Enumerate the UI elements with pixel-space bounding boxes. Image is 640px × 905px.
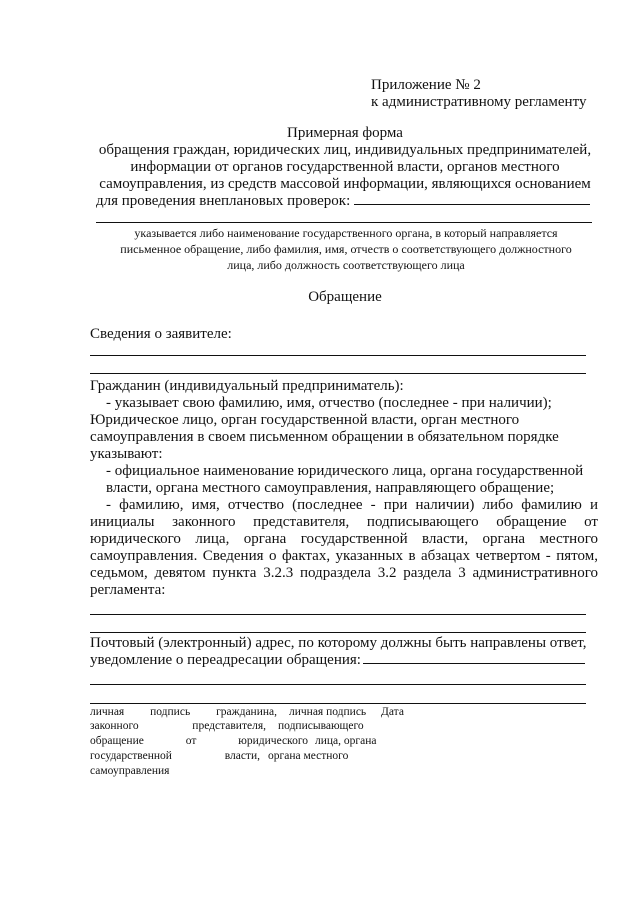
form-title-line-5 <box>96 192 590 210</box>
recipient-note-line-3: лица, либо должность соответствующего лица <box>227 258 465 272</box>
signature-caption-mid-3: лица, органа <box>315 735 377 747</box>
applicant-line-1 <box>90 355 586 356</box>
address-line-4 <box>90 703 586 704</box>
form-title-line-2: обращения граждан, юридических лиц, индивидуальных предпринимателей, <box>98 142 592 158</box>
form-title-line-3: информации от органов государственной власти, органов местного <box>130 159 560 175</box>
body-line-11: самоуправления. Сведения о фактах, указанных в абзацах четвертом - пятом, <box>90 548 598 564</box>
address-label: уведомление о переадресации обращения: <box>90 652 361 668</box>
recipient-line <box>96 222 592 223</box>
form-title: Примерная форма <box>287 125 403 141</box>
body-line-9: инициалы законного представителя, подписывающего обращение от <box>90 514 598 530</box>
applicant-line-2 <box>90 373 586 374</box>
inspection-blank <box>354 192 590 205</box>
body-line-4: самоуправления в своем письменном обращении в обязательном порядке <box>90 429 559 445</box>
address-line-3 <box>90 684 586 685</box>
body-line-6: - официальное наименование юридического лица, органа государственной <box>106 463 584 479</box>
signature-caption-line-1: личная подпись гражданина, <box>90 706 277 718</box>
signature-caption-line-2: законного представителя, <box>90 720 266 732</box>
body-line-13: регламента: <box>90 582 166 598</box>
recipient-note-line-2: письменное обращение, либо фамилия, имя, отчеств о соответствующего должностного <box>120 242 572 256</box>
body-line-8: - фамилию, имя, отчество (последнее - при наличии) либо фамилию и <box>106 497 598 513</box>
body-line-1: Гражданин (индивидуальный предприниматель): <box>90 378 404 394</box>
body-line-5: указывают: <box>90 446 163 462</box>
signature-caption-line-4: государственной власти, <box>90 750 260 762</box>
body-line-3: Юридическое лицо, орган государственной власти, орган местного <box>90 412 520 428</box>
body-line-2: - указывает свою фамилию, имя, отчество (последнее - при наличии); <box>106 395 552 411</box>
signature-caption-line-5: самоуправления <box>90 765 170 777</box>
appeal-heading: Обращение <box>308 289 382 305</box>
signature-caption-line-3: обращение от юридического <box>90 735 308 747</box>
form-title-line-5-text: для проведения внеплановых проверок: <box>96 193 351 209</box>
signature-caption-mid-4: органа местного <box>268 750 349 762</box>
body-line-12: седьмом, девятом пункта 3.2.3 подраздела 3.2 раздела 3 административного <box>90 565 598 581</box>
recipient-note: указывается либо наименование государственного органа, в который направляется <box>134 226 558 240</box>
facts-line-2 <box>90 632 586 633</box>
signature-date-label: Дата <box>381 706 404 718</box>
appendix-number: Приложение № 2 <box>371 77 481 93</box>
body-line-7: власти, органа местного самоуправления, направляющего обращение; <box>106 480 555 496</box>
facts-line-1 <box>90 614 586 615</box>
form-title-line-4: самоуправления, из средств массовой информации, являющихся основанием <box>99 176 591 192</box>
address-blank <box>363 651 585 664</box>
address-line-1: Почтовый (электронный) адрес, по которому должны быть направлены ответ, <box>90 635 587 651</box>
body-line-10: юридического лица, органа государственной власти, органа местного <box>90 531 598 547</box>
address-line-2 <box>90 651 585 669</box>
signature-caption-mid-1: личная подпись <box>289 706 367 718</box>
applicant-label: Сведения о заявителе: <box>90 326 232 342</box>
signature-caption-mid-2: подписывающего <box>278 720 364 732</box>
appendix-reference: к административному регламенту <box>371 94 587 110</box>
